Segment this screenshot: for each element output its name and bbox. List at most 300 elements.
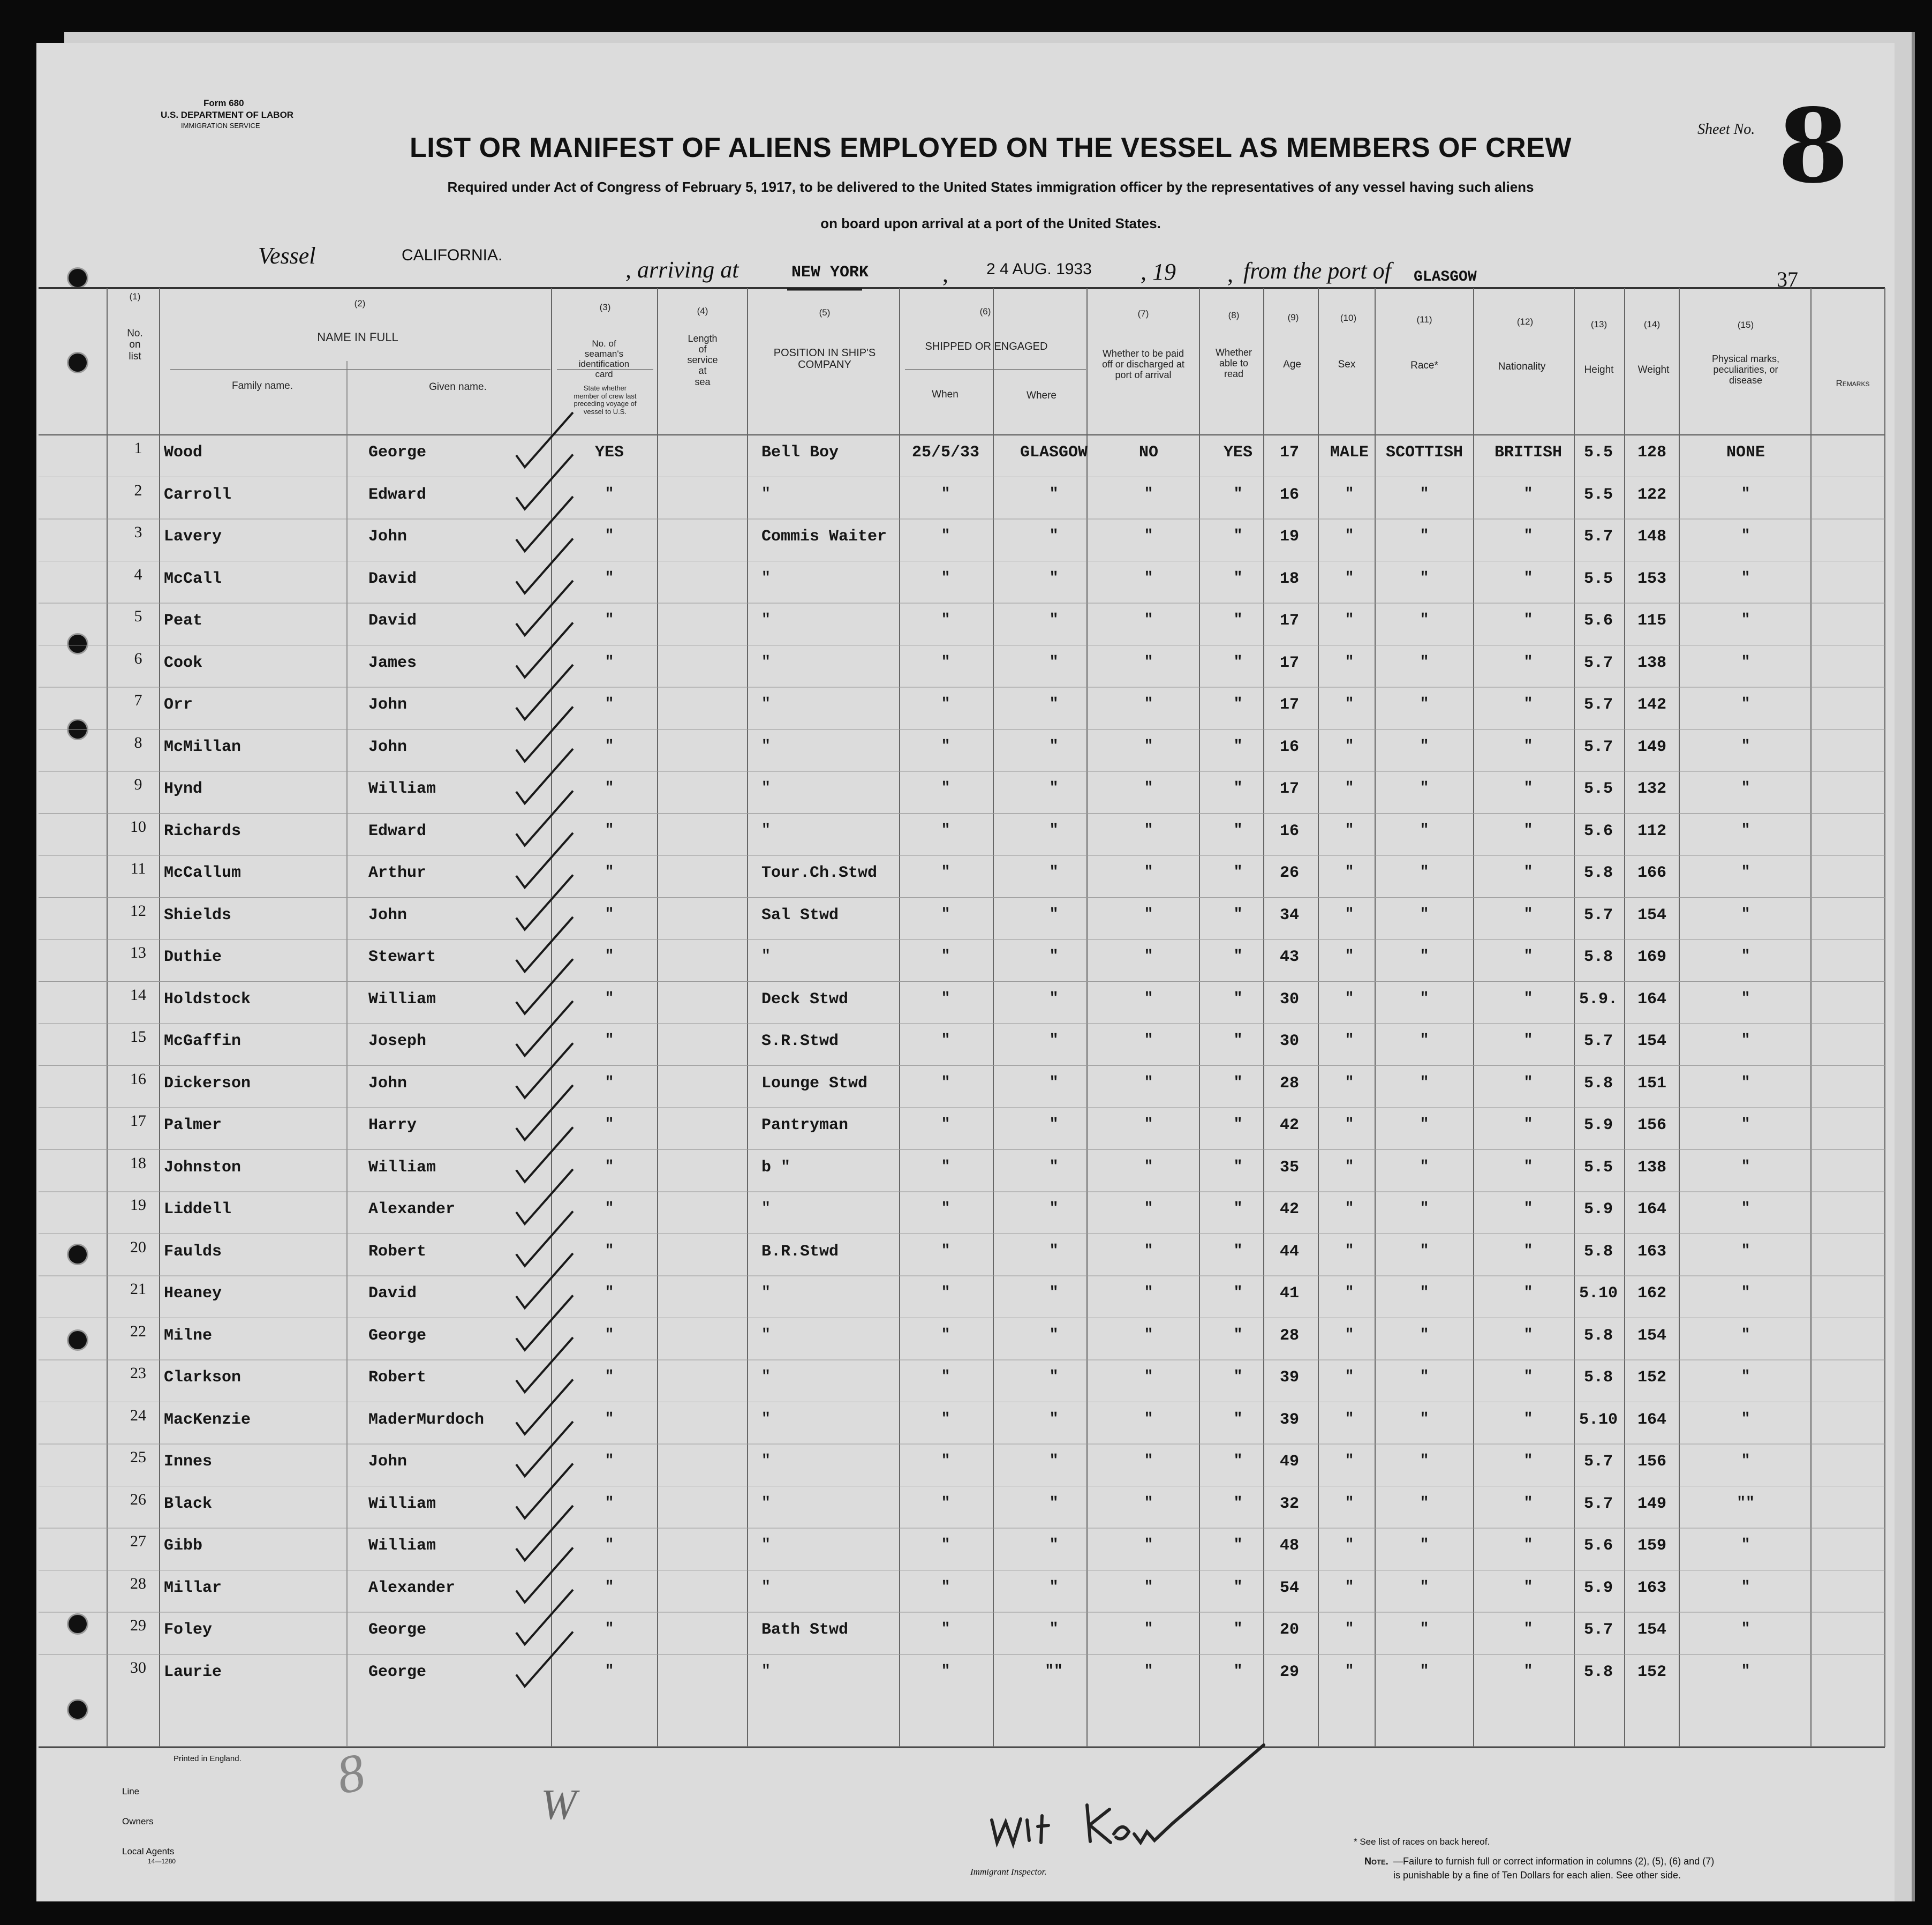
ship-position: " (761, 653, 771, 671)
nationality-value: " (1523, 612, 1533, 628)
sex-value: " (1345, 1158, 1354, 1175)
header-paid-off: Whether to be paid off or discharged at port of arrival (1102, 348, 1184, 381)
physical-marks-value: " (1741, 1326, 1750, 1343)
ship-position: " (761, 1200, 771, 1217)
row-number: 17 (130, 1112, 146, 1130)
row-number: 18 (130, 1154, 146, 1172)
id-card-status: " (605, 948, 614, 965)
header-position: POSITION IN SHIP'S COMPANY (773, 347, 876, 371)
row-number: 12 (130, 901, 146, 920)
weight-value: 138 (1637, 653, 1667, 672)
weight-value: 128 (1637, 443, 1667, 462)
family-name: MacKenzie (164, 1410, 251, 1429)
race-value: " (1420, 1537, 1429, 1553)
height-value: 5.8 (1583, 1074, 1613, 1093)
shipped-when: 25/5/33 (911, 443, 980, 462)
race-value: " (1420, 1032, 1429, 1049)
id-card-status: " (605, 1663, 614, 1680)
shipped-where: " (1049, 1242, 1059, 1259)
id-card-status: " (605, 1494, 614, 1512)
physical-marks-value: " (1741, 1663, 1750, 1680)
header-nationality: Nationality (1498, 361, 1546, 372)
nationality-value: " (1523, 738, 1533, 755)
weight-value: 152 (1637, 1663, 1667, 1681)
sex-value: " (1345, 1200, 1354, 1217)
shipped-where: " (1049, 1537, 1059, 1553)
shipped-when: " (941, 1242, 950, 1259)
nationality-value: BRITISH (1494, 443, 1563, 462)
physical-marks-value: " (1741, 1621, 1750, 1637)
ship-position: Commis Waiter (761, 528, 887, 546)
nationality-value: " (1523, 696, 1533, 712)
paid-off-status: " (1144, 1663, 1153, 1680)
sex-value: " (1345, 1242, 1354, 1259)
physical-marks-value: " (1741, 1284, 1750, 1301)
id-card-status: " (605, 1410, 614, 1427)
weight-value: 151 (1637, 1074, 1667, 1093)
able-to-read: " (1233, 1284, 1243, 1301)
given-name: Joseph (368, 1032, 427, 1050)
physical-marks-value: " (1741, 1410, 1750, 1427)
paid-off-status: " (1144, 822, 1153, 839)
sex-value: MALE (1330, 443, 1369, 462)
id-card-status: " (605, 1284, 614, 1301)
age-value: 26 (1279, 864, 1300, 882)
inspector-label: Immigrant Inspector. (970, 1867, 1047, 1877)
height-value: 5.6 (1583, 1537, 1613, 1555)
weight-value: 149 (1637, 1494, 1667, 1513)
family-name: Richards (164, 822, 242, 840)
family-name: Johnston (164, 1158, 242, 1177)
shipped-where: " (1049, 906, 1059, 923)
physical-marks-value: " (1741, 1074, 1750, 1091)
age-value: 42 (1279, 1200, 1300, 1219)
shipped-where: " (1049, 653, 1059, 671)
given-name: Edward (368, 822, 427, 840)
row-number: 6 (134, 649, 142, 667)
race-value: " (1420, 1453, 1429, 1469)
year-label: , 19 (1141, 259, 1176, 285)
age-value: 39 (1279, 1410, 1300, 1429)
age-value: 18 (1279, 569, 1300, 588)
nationality-value: " (1523, 1537, 1533, 1553)
nationality-value: " (1523, 1453, 1533, 1469)
able-to-read: " (1233, 1578, 1243, 1596)
race-value: SCOTTISH (1385, 443, 1463, 462)
shipped-where: " (1049, 1621, 1059, 1637)
nationality-value: " (1523, 1284, 1533, 1301)
weight-value: 164 (1637, 1200, 1667, 1219)
height-value: 5.8 (1583, 1242, 1613, 1261)
column-number: (14) (1643, 319, 1661, 329)
margin-handwritten-mark: 8 (331, 1742, 370, 1806)
form-print-code: 14—1280 (148, 1858, 176, 1865)
voyage-separator: , (942, 261, 948, 287)
able-to-read: " (1233, 1158, 1243, 1175)
paid-off-status: " (1144, 528, 1153, 544)
family-name: Milne (164, 1326, 213, 1345)
weight-value: 159 (1637, 1537, 1667, 1555)
weight-value: 115 (1637, 612, 1667, 630)
header-length-of-service: Length of service at sea (687, 333, 718, 387)
shipped-when: " (941, 485, 950, 502)
race-value: " (1420, 696, 1429, 712)
given-name: John (368, 528, 407, 546)
physical-marks-value: " (1741, 1032, 1750, 1049)
sheet-number: 8 (1778, 86, 1849, 206)
id-card-status: " (605, 738, 614, 755)
nationality-value: " (1523, 1621, 1533, 1637)
note-text-line-2: is punishable by a fine of Ten Dollars for each alien. See other side. (1393, 1870, 1681, 1881)
paid-off-status: " (1144, 1368, 1153, 1385)
race-value: " (1420, 1242, 1429, 1259)
shipped-when: " (941, 906, 950, 923)
able-to-read: " (1233, 864, 1243, 881)
weight-value: 138 (1637, 1158, 1667, 1177)
ship-position: " (761, 696, 771, 712)
given-name: George (368, 1621, 427, 1639)
race-value: " (1420, 822, 1429, 839)
race-value: " (1420, 612, 1429, 628)
shipped-where: " (1049, 528, 1059, 544)
ship-position: " (761, 1578, 771, 1596)
given-name: David (368, 1284, 417, 1303)
family-name: Wood (164, 443, 203, 462)
header-where: Where (1027, 390, 1056, 401)
family-name: Liddell (164, 1200, 232, 1219)
given-name: John (368, 906, 407, 924)
header-id-card-note: State whether member of crew last preceding voyage of vessel to U.S. (573, 384, 637, 416)
height-value: 5.5 (1583, 443, 1613, 462)
column-number: (13) (1590, 319, 1608, 329)
height-value: 5.7 (1583, 528, 1613, 546)
family-name: Palmer (164, 1116, 222, 1134)
nationality-value: " (1523, 780, 1533, 796)
height-value: 5.7 (1583, 1621, 1613, 1639)
header-given-name: Given name. (429, 381, 487, 393)
paid-off-status: " (1144, 1578, 1153, 1596)
ship-position: " (761, 569, 771, 586)
nationality-value: " (1523, 485, 1533, 502)
able-to-read: " (1233, 1032, 1243, 1049)
family-name: Carroll (164, 485, 232, 504)
column-number: (5) (819, 307, 831, 318)
age-value: 19 (1279, 528, 1300, 546)
subtitle-line-1: Required under Act of Congress of February 5, 1917, to be delivered to the United States immigration officer by the representatives of any vessel having such aliens (447, 179, 1534, 195)
family-name: Clarkson (164, 1368, 242, 1387)
weight-value: 164 (1637, 1410, 1667, 1429)
shipped-when: " (941, 1200, 950, 1217)
shipped-when: " (941, 528, 950, 544)
sex-value: " (1345, 1326, 1354, 1343)
shipped-when: " (941, 1578, 950, 1596)
id-card-status: " (605, 1453, 614, 1469)
header-height: Height (1584, 364, 1614, 375)
race-value: " (1420, 864, 1429, 881)
ship-position: " (761, 1494, 771, 1512)
arrival-port: NEW YORK (791, 264, 869, 282)
paid-off-status: " (1144, 569, 1153, 586)
id-card-status: " (605, 653, 614, 671)
shipped-when: " (941, 1074, 950, 1091)
paid-off-status: " (1144, 696, 1153, 712)
able-to-read: " (1233, 948, 1243, 965)
paid-off-status: " (1144, 990, 1153, 1007)
shipped-when: " (941, 696, 950, 712)
header-name-in-full: NAME IN FULL (317, 330, 398, 344)
able-to-read: YES (1223, 443, 1253, 462)
arrival-date: 2 4 AUG. 1933 (986, 260, 1092, 278)
sex-value: " (1345, 1116, 1354, 1133)
sex-value: " (1345, 528, 1354, 544)
row-number: 15 (130, 1028, 146, 1046)
family-name: Peat (164, 612, 203, 630)
id-card-status: " (605, 906, 614, 923)
shipped-where: " (1049, 1410, 1059, 1427)
given-name: David (368, 612, 417, 630)
able-to-read: " (1233, 1410, 1243, 1427)
paid-off-status: " (1144, 1410, 1153, 1427)
weight-value: 132 (1637, 780, 1667, 798)
department-name: U.S. DEPARTMENT OF LABOR (161, 110, 294, 120)
shipped-when: " (941, 822, 950, 839)
ship-position: Bell Boy (761, 443, 839, 462)
column-number: (9) (1287, 312, 1299, 322)
id-card-status: " (605, 1242, 614, 1259)
weight-value: 156 (1637, 1116, 1667, 1134)
row-number: 14 (130, 986, 146, 1004)
nationality-value: " (1523, 864, 1533, 881)
id-card-status: " (605, 1537, 614, 1553)
shipped-when: " (941, 1537, 950, 1553)
paid-off-status: " (1144, 1494, 1153, 1512)
id-card-status: " (605, 528, 614, 544)
sex-value: " (1345, 1368, 1354, 1385)
given-name: William (368, 1494, 436, 1513)
able-to-read: " (1233, 906, 1243, 923)
given-name: William (368, 780, 436, 798)
owners-label: Owners (122, 1816, 154, 1826)
header-remarks: Remarks (1836, 378, 1870, 388)
physical-marks-value: " (1741, 1537, 1750, 1553)
shipped-where: " (1049, 1326, 1059, 1343)
shipped-where: " (1049, 948, 1059, 965)
form-number: Form 680 (203, 98, 244, 108)
physical-marks-value: " (1741, 1200, 1750, 1217)
age-value: 16 (1279, 822, 1300, 840)
age-value: 44 (1279, 1242, 1300, 1261)
given-name: Robert (368, 1368, 427, 1387)
age-value: 30 (1279, 1032, 1300, 1050)
age-value: 34 (1279, 906, 1300, 924)
family-name: Duthie (164, 948, 222, 966)
weight-value: 148 (1637, 528, 1667, 546)
sex-value: " (1345, 1284, 1354, 1301)
given-name: John (368, 1074, 407, 1093)
ship-position: " (761, 1537, 771, 1553)
given-name: James (368, 653, 417, 672)
physical-marks-value: " (1741, 653, 1750, 671)
family-name: McCall (164, 569, 222, 588)
family-name: Dickerson (164, 1074, 251, 1093)
id-card-status: " (605, 822, 614, 839)
row-number: 7 (134, 691, 142, 709)
row-number: 9 (134, 776, 142, 793)
nationality-value: " (1523, 569, 1533, 586)
paid-off-status: " (1144, 612, 1153, 628)
physical-marks-value: " (1741, 1368, 1750, 1385)
shipped-where: "" (1045, 1663, 1063, 1680)
race-value: " (1420, 1494, 1429, 1512)
race-value: " (1420, 1410, 1429, 1427)
given-name: George (368, 443, 427, 462)
shipped-where: " (1049, 1494, 1059, 1512)
column-number: (4) (697, 306, 708, 316)
sex-value: " (1345, 1578, 1354, 1596)
age-value: 32 (1279, 1494, 1300, 1513)
physical-marks-value: " (1741, 485, 1750, 502)
able-to-read: " (1233, 1326, 1243, 1343)
weight-value: 154 (1637, 1621, 1667, 1639)
able-to-read: " (1233, 1621, 1243, 1637)
paid-off-status: " (1144, 485, 1153, 502)
height-value: 5.9 (1583, 1200, 1613, 1219)
sex-value: " (1345, 1453, 1354, 1469)
shipped-where: " (1049, 1032, 1059, 1049)
able-to-read: " (1233, 1368, 1243, 1385)
shipped-where: " (1049, 569, 1059, 586)
ship-position: Deck Stwd (761, 990, 849, 1009)
paid-off-status: " (1144, 1116, 1153, 1133)
shipped-when: " (941, 612, 950, 628)
shipped-where: " (1049, 485, 1059, 502)
shipped-where: " (1049, 1453, 1059, 1469)
able-to-read: " (1233, 653, 1243, 671)
height-value: 5.9 (1583, 1116, 1613, 1134)
row-number: 2 (134, 481, 142, 499)
height-value: 5.8 (1583, 1663, 1613, 1681)
row-number: 29 (130, 1616, 146, 1634)
age-value: 42 (1279, 1116, 1300, 1134)
sex-value: " (1345, 948, 1354, 965)
row-number: 11 (130, 860, 146, 877)
column-number: (1) (129, 291, 141, 302)
race-value: " (1420, 653, 1429, 671)
id-card-status: " (605, 569, 614, 586)
able-to-read: " (1233, 1453, 1243, 1469)
able-to-read: " (1233, 1663, 1243, 1680)
shipped-where: " (1049, 990, 1059, 1007)
given-name: Alexander (368, 1578, 456, 1597)
id-card-status: " (605, 1200, 614, 1217)
id-card-status: " (605, 612, 614, 628)
shipped-where: " (1049, 612, 1059, 628)
physical-marks-value: " (1741, 1158, 1750, 1175)
nationality-value: " (1523, 1158, 1533, 1175)
able-to-read: " (1233, 1537, 1243, 1553)
height-value: 5.5 (1583, 780, 1613, 798)
sex-value: " (1345, 696, 1354, 712)
family-name: Lavery (164, 528, 222, 546)
able-to-read: " (1233, 990, 1243, 1007)
header-race: Race* (1410, 360, 1438, 371)
shipped-where: " (1049, 780, 1059, 796)
row-number: 25 (130, 1448, 146, 1466)
id-card-status: " (605, 1158, 614, 1175)
given-name: Arthur (368, 864, 427, 882)
weight-value: 149 (1637, 738, 1667, 756)
shipped-where: " (1049, 696, 1059, 712)
able-to-read: " (1233, 528, 1243, 544)
height-value: 5.8 (1583, 864, 1613, 882)
age-value: 30 (1279, 990, 1300, 1009)
paid-off-status: " (1144, 738, 1153, 755)
age-value: 29 (1279, 1663, 1300, 1681)
height-value: 5.5 (1583, 485, 1613, 504)
shipped-where: " (1049, 1116, 1059, 1133)
race-value: " (1420, 948, 1429, 965)
ship-position: " (761, 1410, 771, 1427)
family-name: McGaffin (164, 1032, 242, 1050)
weight-value: 153 (1637, 569, 1667, 588)
shipped-where: " (1049, 864, 1059, 881)
ship-position: " (761, 612, 771, 628)
sex-value: " (1345, 1621, 1354, 1637)
physical-marks-value: " (1741, 864, 1750, 881)
race-value: " (1420, 1326, 1429, 1343)
header-when: When (932, 389, 959, 400)
age-value: 28 (1279, 1074, 1300, 1093)
able-to-read: " (1233, 1242, 1243, 1259)
able-to-read: " (1233, 1200, 1243, 1217)
weight-value: 122 (1637, 485, 1667, 504)
age-value: 16 (1279, 738, 1300, 756)
shipped-when: " (941, 1284, 950, 1301)
ship-position: S.R.Stwd (761, 1032, 839, 1050)
sex-value: " (1345, 822, 1354, 839)
family-name: McMillan (164, 738, 242, 756)
paid-off-status: " (1144, 1537, 1153, 1553)
able-to-read: " (1233, 569, 1243, 586)
shipped-when: " (941, 569, 950, 586)
sex-value: " (1345, 864, 1354, 881)
sex-value: " (1345, 485, 1354, 502)
sex-value: " (1345, 569, 1354, 586)
sex-value: " (1345, 1032, 1354, 1049)
shipped-when: " (941, 1326, 950, 1343)
shipped-when: " (941, 1494, 950, 1512)
shipped-where: " (1049, 1284, 1059, 1301)
paid-off-status: " (1144, 906, 1153, 923)
family-name: Shields (164, 906, 232, 924)
race-value: " (1420, 990, 1429, 1007)
id-card-status: " (605, 1074, 614, 1091)
physical-marks-value: NONE (1726, 443, 1765, 462)
nationality-value: " (1523, 1663, 1533, 1680)
arriving-label: , arriving at (625, 257, 739, 283)
row-number: 21 (130, 1280, 146, 1298)
vessel-label: Vessel (258, 243, 316, 269)
physical-marks-value: " (1741, 1578, 1750, 1596)
row-number: 23 (130, 1364, 146, 1382)
nationality-value: " (1523, 1326, 1533, 1343)
weight-value: 154 (1637, 1032, 1667, 1050)
nationality-value: " (1523, 1074, 1533, 1091)
race-value: " (1420, 780, 1429, 796)
row-number: 20 (130, 1238, 146, 1256)
height-value: 5.7 (1583, 653, 1613, 672)
id-card-status: " (605, 1368, 614, 1385)
